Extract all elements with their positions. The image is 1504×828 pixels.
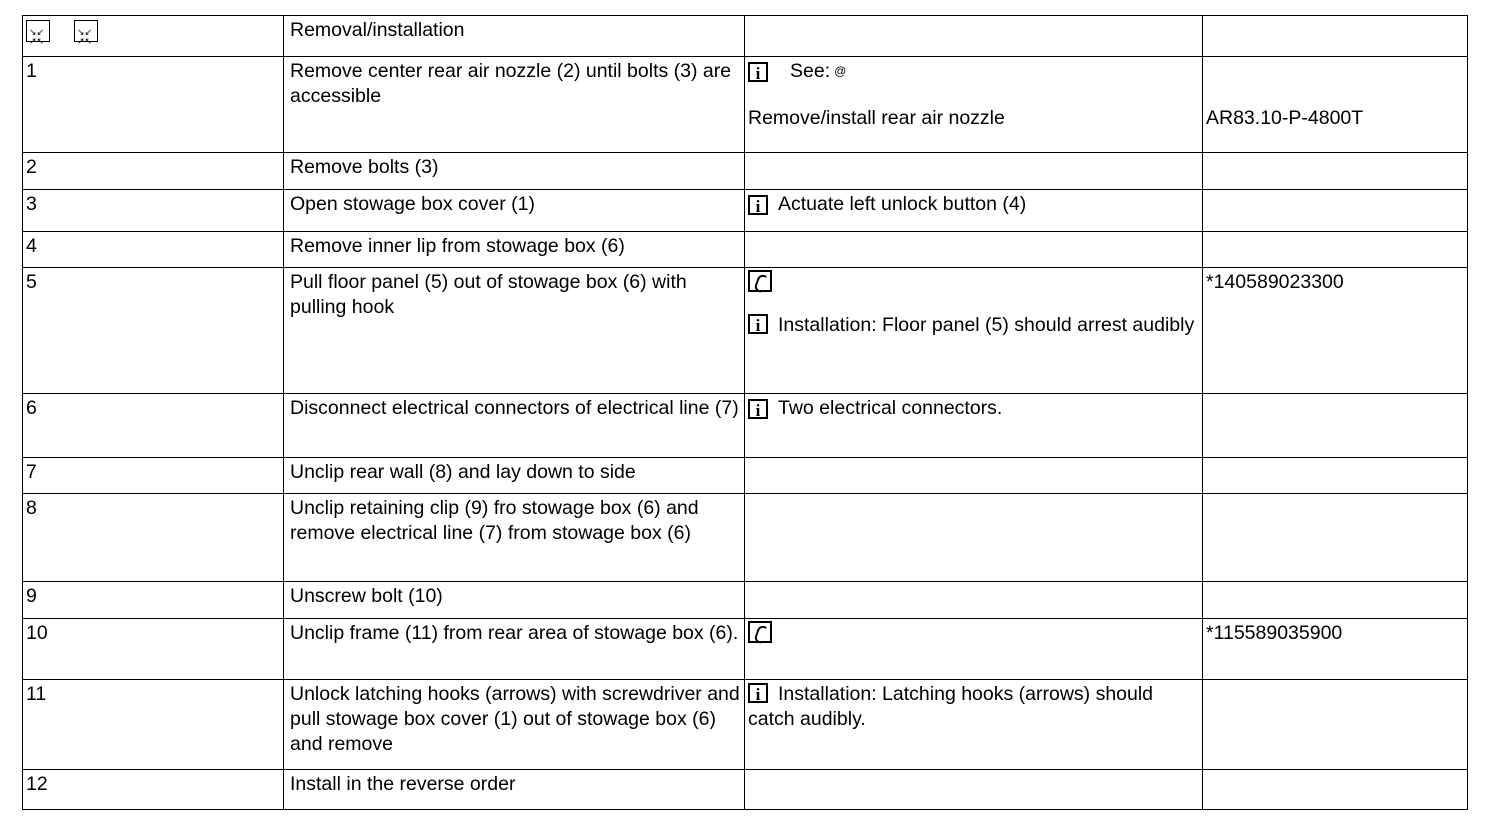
step-note <box>745 57 1203 153</box>
tool-number[interactable]: *140589023300 <box>1206 271 1344 293</box>
step-number: 11 <box>23 680 284 770</box>
step-note <box>745 394 1203 458</box>
table-row <box>23 57 1468 153</box>
table-row <box>23 582 1468 619</box>
info-icon: i <box>748 62 768 82</box>
info-icon: i <box>748 683 768 703</box>
note-text: Installation: Floor panel (5) should arrest audibly <box>778 314 1195 336</box>
table-row <box>23 394 1468 458</box>
note-text: Installation: Latching hooks (arrows) should catch audibly. <box>748 683 1154 730</box>
step-text: Unclip frame (11) from rear area of stowage box (6). <box>284 619 745 680</box>
step-number: 12 <box>23 770 284 810</box>
step-number: 8 <box>23 494 284 582</box>
reference-link-text[interactable]: Remove/install rear air nozzle <box>748 107 1005 129</box>
step-number: 10 <box>23 619 284 680</box>
step-ref <box>1203 619 1468 680</box>
collapse-icon[interactable] <box>74 20 98 42</box>
document-reference[interactable]: AR83.10-P-4800T <box>1206 107 1364 129</box>
step-number: 4 <box>23 232 284 268</box>
step-number: 7 <box>23 458 284 494</box>
special-tool-icon <box>748 621 772 643</box>
tool-number[interactable]: *115589035900 <box>1206 622 1343 644</box>
table-row <box>23 190 1468 232</box>
step-ref <box>1203 268 1468 394</box>
step-note <box>745 190 1203 232</box>
step-note <box>745 619 1203 680</box>
see-link-icon[interactable]: @ <box>834 64 847 78</box>
step-text: Install in the reverse order <box>284 770 745 810</box>
table-row <box>23 268 1468 394</box>
header-row <box>23 16 1468 57</box>
step-text: Remove bolts (3) <box>284 153 745 190</box>
step-text: Pull floor panel (5) out of stowage box (6) with pulling hook <box>284 268 745 394</box>
step-text: Remove inner lip from stowage box (6) <box>284 232 745 268</box>
step-number: 2 <box>23 153 284 190</box>
procedure-table <box>22 15 1468 810</box>
special-tool-icon <box>748 270 772 292</box>
step-text: Remove center rear air nozzle (2) until bolts (3) are accessible <box>284 57 745 153</box>
table-row <box>23 458 1468 494</box>
table-row <box>23 619 1468 680</box>
table-row <box>23 770 1468 810</box>
table-row <box>23 680 1468 770</box>
note-text: Two electrical connectors. <box>778 397 1003 419</box>
header-icons-cell <box>23 16 284 57</box>
info-icon: i <box>748 399 768 419</box>
see-label: See: <box>790 60 831 82</box>
step-number: 5 <box>23 268 284 394</box>
step-text: Unclip retaining clip (9) fro stowage box (6) and remove electrical line (7) from stowage box (6) <box>284 494 745 582</box>
section-title: Removal/installation <box>284 16 745 57</box>
info-icon: i <box>748 195 768 215</box>
step-ref <box>1203 57 1468 153</box>
note-text: Actuate left unlock button (4) <box>778 193 1027 215</box>
step-note <box>745 680 1203 770</box>
table-row <box>23 494 1468 582</box>
table-row <box>23 153 1468 190</box>
step-text: Unlock latching hooks (arrows) with screwdriver and pull stowage box cover (1) out of stowage box (6) and remove <box>284 680 745 770</box>
step-note <box>745 268 1203 394</box>
step-number: 6 <box>23 394 284 458</box>
step-text: Unclip rear wall (8) and lay down to side <box>284 458 745 494</box>
expand-icon[interactable] <box>26 20 50 42</box>
info-icon: i <box>748 314 768 334</box>
step-text: Disconnect electrical connectors of electrical line (7) <box>284 394 745 458</box>
step-text: Open stowage box cover (1) <box>284 190 745 232</box>
step-text: Unscrew bolt (10) <box>284 582 745 619</box>
step-number: 1 <box>23 57 284 153</box>
step-number: 9 <box>23 582 284 619</box>
table-row <box>23 232 1468 268</box>
step-number: 3 <box>23 190 284 232</box>
